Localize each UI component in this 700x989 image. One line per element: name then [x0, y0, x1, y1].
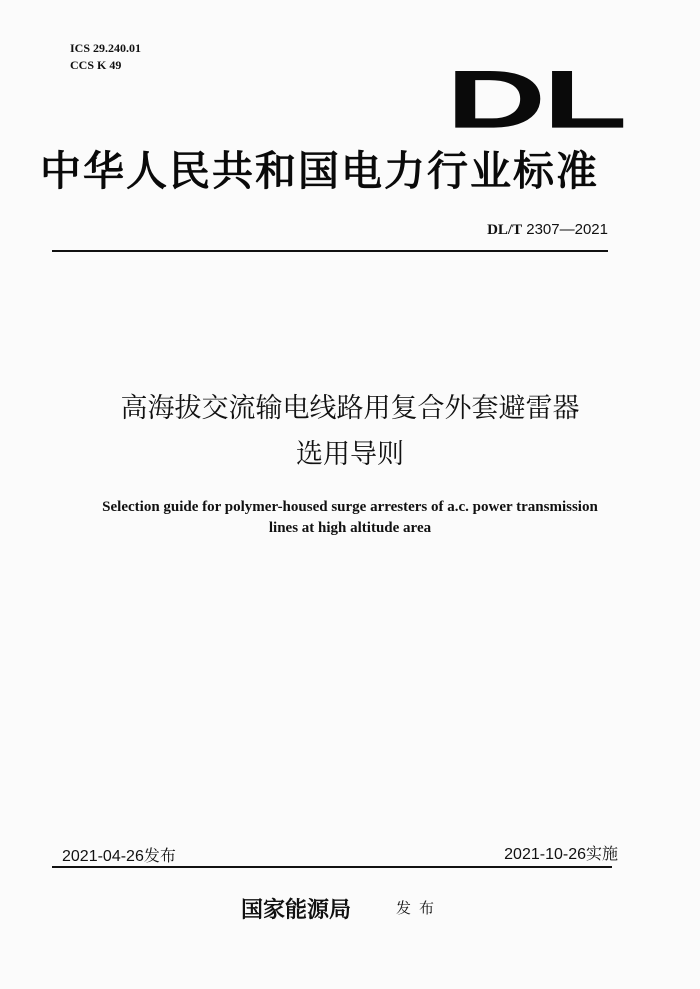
implementation-date: 2021-10-26实施	[504, 846, 618, 863]
chinese-title	[0, 386, 700, 478]
chinese-title-line-2: 选用导则	[296, 439, 404, 470]
industry-standard-title: 中华人民共和国电力行业标准	[40, 147, 599, 195]
publish-label: 发布	[396, 899, 443, 917]
standard-code: 2307—2021	[526, 221, 608, 238]
classification-codes	[70, 40, 141, 74]
english-title-line-2: lines at high altitude area	[268, 520, 432, 536]
issue-date: 2021-04-26发布	[62, 848, 176, 865]
ccs-code: CCS K 49	[70, 58, 122, 72]
ics-code: ICS 29.240.01	[70, 41, 142, 55]
standard-prefix: DL/T	[487, 222, 523, 238]
chinese-title-line-1: 高海拔交流输电线路用复合外套避雷器	[120, 393, 580, 424]
english-title	[0, 497, 700, 539]
dl-logo: DL	[446, 53, 625, 146]
header-divider	[52, 250, 608, 252]
footer-divider	[52, 866, 612, 868]
standard-number	[487, 221, 608, 239]
publisher-name: 国家能源局	[241, 897, 352, 923]
english-title-line-1: Selection guide for polymer-housed surge arresters of a.c. power transmission	[102, 499, 598, 515]
